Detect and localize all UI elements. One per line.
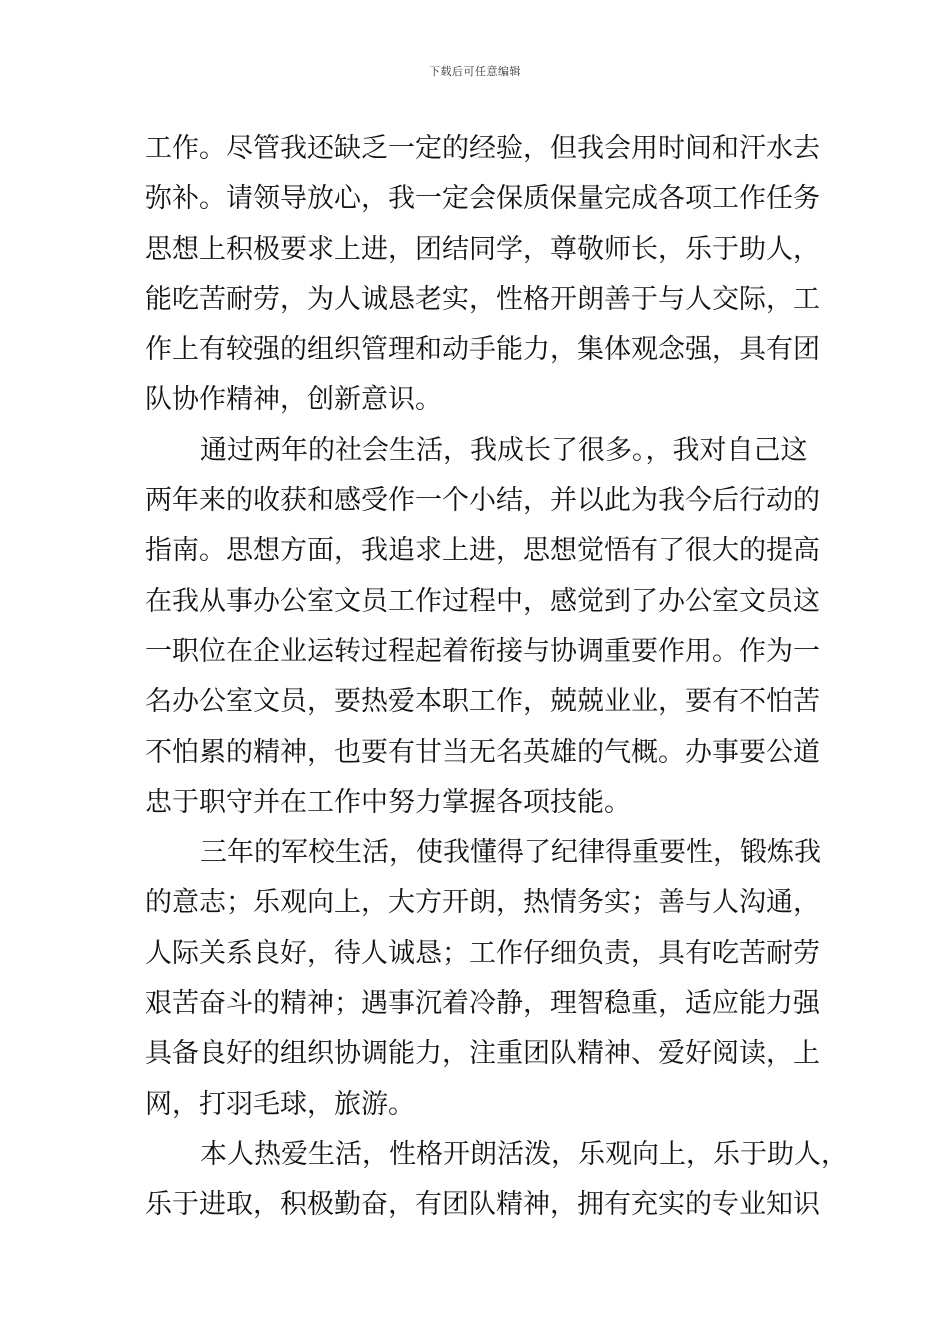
text-line: 艰苦奋斗的精神；遇事沉着冷静，理智稳重，适应能力强 [145, 988, 820, 1020]
paragraph-first-line: 本人热爱生活，性格开朗活泼，乐观向上，乐于助人， [200, 1138, 848, 1170]
text-line: 队协作精神，创新意识。 [145, 384, 442, 416]
text-line: 不怕累的精神，也要有甘当无名英雄的气概。办事要公道 [145, 736, 820, 768]
text-line: 工作。尽管我还缺乏一定的经验，但我会用时间和汗水去 [145, 133, 820, 164]
text-line: 在我从事办公室文员工作过程中，感觉到了办公室文员这 [145, 585, 820, 617]
text-line: 人际关系良好，待人诚恳；工作仔细负责，具有吃苦耐劳 [145, 937, 820, 969]
text-line: 网，打羽毛球，旅游。 [145, 1088, 415, 1120]
text-line: 指南。思想方面，我追求上进，思想觉悟有了很大的提高 [145, 535, 820, 567]
paragraph-first-line: 通过两年的社会生活，我成长了很多。，我对自己这 [200, 434, 808, 466]
paragraph-first-line: 三年的军校生活，使我懂得了纪律得重要性，锻炼我 [200, 837, 821, 869]
text-line: 名办公室文员，要热爱本职工作，兢兢业业，要有不怕苦 [145, 686, 820, 718]
text-line: 作上有较强的组织管理和动手能力，集体观念强，具有团 [145, 334, 820, 366]
text-line: 忠于职守并在工作中努力掌握各项技能。 [145, 786, 631, 818]
document-body [145, 124, 848, 1231]
text-line: 两年来的收获和感受作一个小结，并以此为我今后行动的 [145, 485, 820, 517]
text-line: 能吃苦耐劳，为人诚恳老实，性格开朗善于与人交际，工 [145, 283, 820, 315]
text-line: 思想上积极要求上进，团结同学，尊敬师长，乐于助人， [145, 233, 820, 265]
text-line: 弥补。请领导放心，我一定会保质保量完成各项工作任务 [145, 183, 820, 215]
text-line: 一职位在企业运转过程起着衔接与协调重要作用。作为一 [145, 635, 820, 667]
page-header: 下载后可任意编辑 [429, 65, 521, 78]
text-line: 具备良好的组织协调能力，注重团队精神、爱好阅读，上 [145, 1038, 820, 1070]
text-line: 的意志；乐观向上，大方开朗，热情务实；善与人沟通， [145, 887, 820, 919]
text-line: 乐于进取，积极勤奋，有团队精神，拥有充实的专业知识 [145, 1189, 820, 1221]
